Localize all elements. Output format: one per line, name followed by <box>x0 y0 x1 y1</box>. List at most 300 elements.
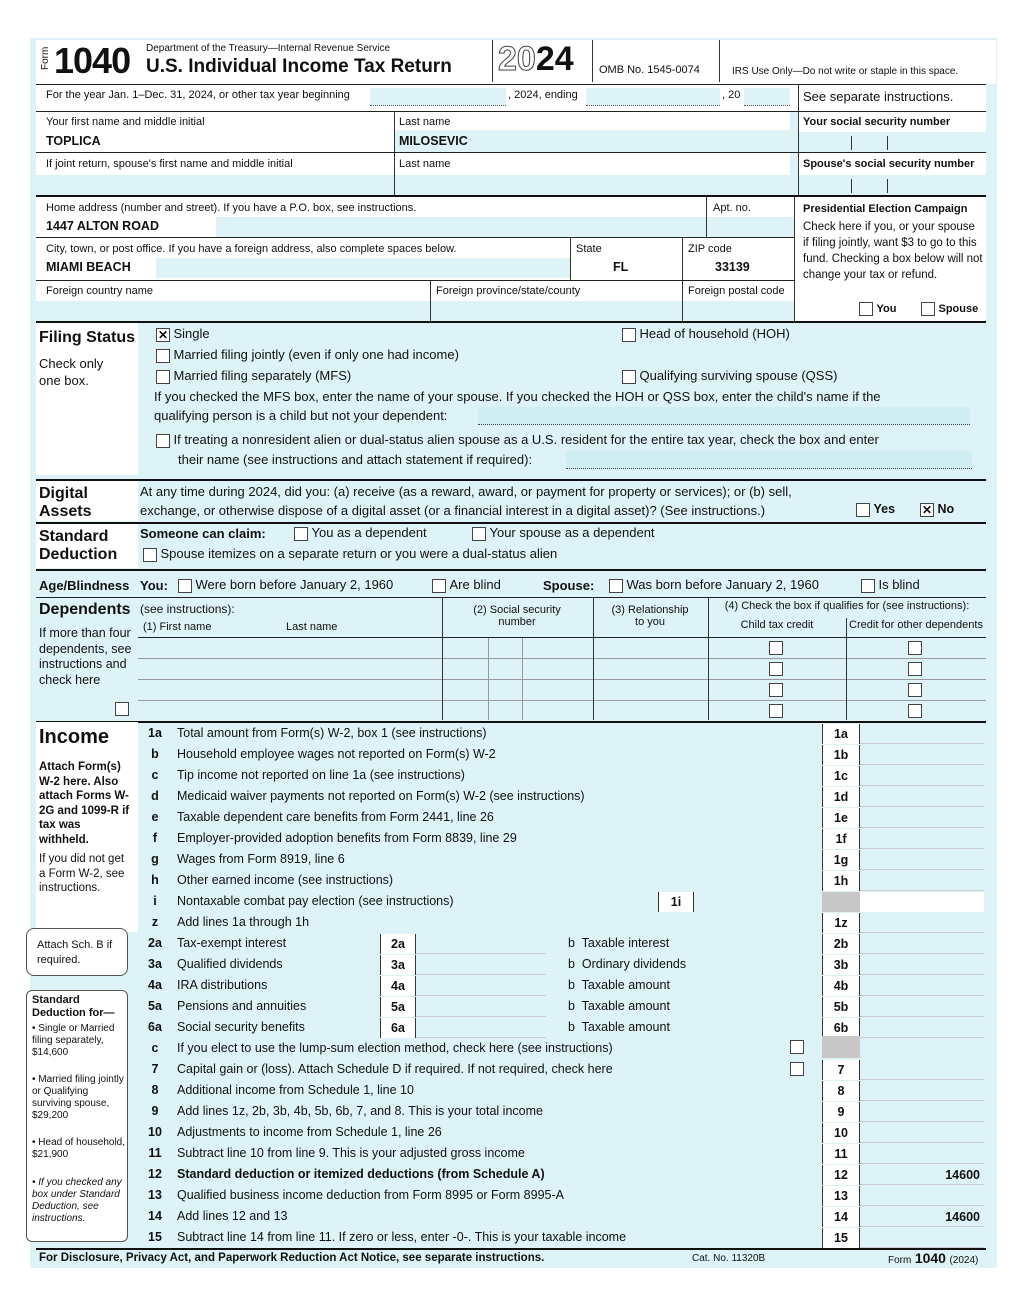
amount-1a[interactable] <box>860 724 984 744</box>
foreign-country-field[interactable] <box>36 281 430 321</box>
tax-year <box>498 40 574 79</box>
line-box-label: 5b <box>822 997 860 1017</box>
digital-assets-sidebar <box>36 481 138 521</box>
header <box>36 40 996 84</box>
income-attach: Attach Form(s) W-2 here. Also attach Forms W-2G and 1099-R if tax was withheld. <box>39 761 130 846</box>
line-text: Adjustments to income from Schedule 1, line 26 <box>177 1125 442 1139</box>
amount-1f[interactable] <box>860 829 984 849</box>
amount-1h[interactable] <box>860 871 984 891</box>
last-name-field[interactable] <box>394 112 790 152</box>
nra-checkbox[interactable] <box>156 434 170 448</box>
see-instructions-box <box>798 85 986 111</box>
line-num: 1a <box>148 726 162 740</box>
footer-cat: Cat. No. 11320B <box>692 1253 766 1264</box>
digital-yes[interactable] <box>856 502 895 517</box>
spouse-dependent[interactable] <box>472 525 655 541</box>
you-dependent-label: You as a dependent <box>311 525 427 540</box>
amount-3a[interactable] <box>416 955 546 975</box>
campaign-you-checkbox[interactable] <box>859 302 873 316</box>
std-title-2: Deduction <box>39 546 118 563</box>
more-dependents[interactable] <box>115 701 129 716</box>
dep-col-ssn <box>442 604 592 628</box>
hoh-checkbox[interactable] <box>622 328 636 342</box>
apt-input[interactable] <box>707 217 795 237</box>
rule <box>36 321 986 323</box>
ssn-field[interactable] <box>798 112 986 152</box>
line-box-label: 1d <box>822 787 860 807</box>
line-text: Add lines 1a through 1h <box>177 915 310 929</box>
address-field[interactable] <box>36 197 706 237</box>
dep1-ctc-checkbox[interactable] <box>769 641 783 655</box>
tax-year-text: For the year Jan. 1–Dec. 31, 2024, or other tax year beginning <box>46 89 350 101</box>
amount-14[interactable]: 14600 <box>860 1207 984 1227</box>
status-mfs[interactable] <box>156 368 351 384</box>
line-text: Subtract line 10 from line 9. This is your adjusted gross income <box>177 1146 525 1160</box>
lump-sum-checkbox[interactable] <box>790 1040 804 1054</box>
digital-yes-checkbox[interactable] <box>856 503 870 517</box>
dep2-odc-checkbox[interactable] <box>908 662 922 676</box>
foreign-postal-label: Foreign postal code <box>688 285 785 297</box>
dep-col-last: Last name <box>286 621 338 633</box>
dep4-odc-checkbox[interactable] <box>908 704 922 718</box>
digital-no-checkbox[interactable]: ✕ <box>921 502 933 517</box>
spouse-ssn-input[interactable] <box>799 175 987 195</box>
line-text: Tax-exempt interest <box>177 936 287 950</box>
digital-yes-label: Yes <box>873 502 896 516</box>
qss-label: Qualifying surviving spouse (QSS) <box>639 368 838 383</box>
line-text-b: b Taxable interest <box>568 936 670 950</box>
footer-form <box>888 1250 978 1266</box>
line-text: Social security benefits <box>177 1020 305 1034</box>
amount-2a[interactable] <box>416 934 546 954</box>
dependents-title: Dependents <box>39 601 131 618</box>
spouse-itemizes[interactable] <box>143 546 557 562</box>
status-single[interactable] <box>156 326 210 342</box>
amount-11[interactable] <box>860 1144 984 1164</box>
sd-title: Standard Deduction for— <box>32 994 115 1019</box>
hoh-label: Head of household (HOH) <box>639 326 790 341</box>
amount-12[interactable]: 14600 <box>860 1165 984 1185</box>
line-box-label: 1h <box>822 871 860 891</box>
line-text-b: b Taxable amount <box>568 978 670 992</box>
spouse-born-checkbox[interactable] <box>609 579 623 593</box>
line-num: 5a <box>148 999 162 1013</box>
state-value: FL <box>613 260 629 274</box>
line-num: d <box>151 789 159 803</box>
line-box-label: 8 <box>822 1081 860 1101</box>
filing-status-title: Filing Status <box>39 329 135 346</box>
first-name-value: TOPLICA <box>46 134 101 148</box>
dep-col-check: (4) Check the box if qualifies for (see instructions): <box>724 600 970 612</box>
ssn-sep <box>887 179 888 193</box>
line-box-label: 9 <box>822 1102 860 1122</box>
line-box-label: 6a <box>380 1018 416 1038</box>
campaign-you-label: You <box>876 303 897 315</box>
dep3-ctc-checkbox[interactable] <box>769 683 783 697</box>
line-num: 11 <box>148 1146 162 1160</box>
line-text: Pensions and annuities <box>177 999 307 1013</box>
city-input-bg <box>156 258 570 278</box>
address-input-bg <box>216 217 706 237</box>
divider <box>592 40 593 82</box>
line-box-label: 15 <box>822 1228 860 1248</box>
line-num: 9 <box>151 1104 159 1118</box>
qss-checkbox[interactable] <box>622 370 636 384</box>
cap-gain-checkbox[interactable] <box>790 1062 804 1076</box>
mfs-note-1: If you checked the MFS box, enter the name of your spouse. If you checked the HOH or QSS box, enter the child's name if the <box>154 389 881 404</box>
line-text: Add lines 1z, 2b, 3b, 4b, 5b, 6b, 7, and 8. This is your total income <box>177 1104 543 1118</box>
line-6c-num: c <box>151 1041 159 1055</box>
dependents-table <box>138 638 986 720</box>
line-num: 3a <box>148 957 162 971</box>
line-box-label: 4b <box>822 976 860 996</box>
city-label: City, town, or post office. If you have a foreign address, also complete spaces below. <box>46 243 457 255</box>
line-num: i <box>153 894 157 908</box>
income-sidebar <box>36 722 138 932</box>
spouse-dependent-checkbox[interactable] <box>472 527 486 541</box>
line-text: Household employee wages not reported on Form(s) W-2 <box>177 747 496 761</box>
rule <box>36 597 986 598</box>
shade-6c <box>822 1036 860 1058</box>
you-born-checkbox[interactable] <box>178 579 192 593</box>
line-text: Subtract line 14 from line 11. If zero or less, enter -0-. This is your taxable income <box>177 1230 627 1244</box>
dep-col-first: (1) First name <box>143 621 212 633</box>
digital-q2: exchange, or otherwise dispose of a digital asset (or a financial interest in a digital asset)? (See instructions.) <box>140 503 766 518</box>
dep-col-line <box>708 598 709 720</box>
rule <box>36 479 986 481</box>
line-num: g <box>151 852 159 866</box>
line-text-b: b Taxable amount <box>568 999 670 1013</box>
income-no-w2: If you did not get a Form W-2, see instructions. <box>39 853 125 894</box>
end-date-input[interactable] <box>586 88 720 106</box>
amount-5a[interactable] <box>416 997 546 1017</box>
line-text: Other earned income (see instructions) <box>177 873 394 887</box>
form-word: Form <box>40 46 51 70</box>
line-box-label: 1a <box>822 724 860 744</box>
line-box-label: 1b <box>822 745 860 765</box>
state-label: State <box>576 243 602 255</box>
end-year-input[interactable] <box>744 88 790 106</box>
line-box-label: 1c <box>822 766 860 786</box>
spouse-blind-label: Is blind <box>878 577 920 592</box>
sch-b-note-box <box>26 928 128 976</box>
dep-col-rel-a: (3) Relationship <box>611 604 689 616</box>
age-blindness-title: Age/Blindness <box>39 578 130 593</box>
you-dependent[interactable] <box>294 525 427 541</box>
someone-can-claim: Someone can claim: <box>140 526 266 541</box>
line-text: Standard deduction or itemized deductions (from Schedule A) <box>177 1167 545 1181</box>
foreign-postal-field[interactable] <box>682 281 794 321</box>
apt-label: Apt. no. <box>713 202 751 214</box>
line-num: 7 <box>151 1062 159 1076</box>
dependents-side-note: If more than four dependents, see instructions and check here <box>39 626 132 687</box>
campaign-spouse[interactable] <box>921 301 978 316</box>
city-field[interactable] <box>36 238 570 280</box>
amount-6b[interactable] <box>860 1018 984 1038</box>
first-name-label: Your first name and middle initial <box>46 116 205 128</box>
line-box-label: 13 <box>822 1186 860 1206</box>
footer-year: (2024) <box>949 1255 979 1266</box>
rule <box>36 522 986 524</box>
line-box-label: 1g <box>822 850 860 870</box>
spouse-last-field[interactable] <box>394 153 790 195</box>
spouse-ssn-label: Spouse's social security number <box>803 158 975 170</box>
dep-col-line <box>522 638 523 720</box>
year-outline: 20 <box>498 40 536 78</box>
foreign-province-field[interactable] <box>430 281 682 321</box>
line-text: Total amount from Form(s) W-2, box 1 (see instructions) <box>177 726 487 740</box>
footer-form-word: Form <box>888 1255 912 1266</box>
rule <box>36 1248 986 1250</box>
dep-col-odc: Credit for other dependents <box>849 619 983 631</box>
campaign-title: Presidential Election Campaign <box>803 203 968 215</box>
line-1i-input[interactable] <box>694 892 820 912</box>
line-box-label: 3a <box>380 955 416 975</box>
dep-col-line <box>442 598 443 720</box>
line-num: e <box>151 810 159 824</box>
qualifying-person-input[interactable] <box>478 407 970 425</box>
sd-hoh: • Head of household, $21,900 <box>32 1137 126 1160</box>
spouse-born-label: Was born before January 2, 1960 <box>626 577 819 592</box>
campaign-spouse-label: Spouse <box>938 303 979 315</box>
last-name-value: MILOSEVIC <box>399 134 468 148</box>
apt-field[interactable] <box>706 197 794 237</box>
zip-label: ZIP code <box>688 243 732 255</box>
line-num: f <box>152 831 158 845</box>
ssn-sep <box>887 136 888 150</box>
dep2-ctc-checkbox[interactable] <box>769 662 783 676</box>
you-blind[interactable] <box>432 577 501 593</box>
income-title: Income <box>39 726 110 748</box>
campaign-spouse-checkbox[interactable] <box>921 302 935 316</box>
spouse-itemizes-checkbox[interactable] <box>143 548 157 562</box>
blank-1i <box>860 892 984 912</box>
line-num: 12 <box>148 1167 162 1181</box>
rule <box>36 569 986 571</box>
line-num: 13 <box>148 1188 162 1202</box>
line-box-label: 10 <box>822 1123 860 1143</box>
dep-col-ssn-a: (2) Social security <box>473 604 561 616</box>
ssn-sep <box>851 179 852 193</box>
filing-status-sidebar <box>36 323 138 475</box>
mfj-checkbox[interactable] <box>156 349 170 363</box>
divider <box>719 40 720 82</box>
campaign-text: Check here if you, or your spouse if filing jointly, want $3 to go to this fund. Checking a box below will not change your tax or refund. <box>803 221 983 281</box>
line-box-label: 2b <box>822 934 860 954</box>
mfj-label: Married filing jointly (even if only one had income) <box>173 347 459 362</box>
status-hoh[interactable] <box>622 326 790 342</box>
amount-4b[interactable] <box>860 976 984 996</box>
line-text: Qualified business income deduction from Form 8995 or Form 8995-A <box>177 1188 564 1202</box>
std-title-1: Standard <box>39 528 109 545</box>
line-text: Employer-provided adoption benefits from Form 8839, line 29 <box>177 831 517 845</box>
amount-7[interactable] <box>860 1060 984 1080</box>
cap-gain-check[interactable] <box>790 1061 804 1076</box>
amount-1d[interactable] <box>860 787 984 807</box>
amount-2b[interactable] <box>860 934 984 954</box>
line-text: Taxable dependent care benefits from Form 2441, line 26 <box>177 810 494 824</box>
line-box-label: 4a <box>380 976 416 996</box>
line-text: Add lines 12 and 13 <box>177 1209 288 1223</box>
digital-title-2: Assets <box>39 503 92 520</box>
foreign-province-input[interactable] <box>431 301 683 321</box>
status-mfj[interactable] <box>156 347 459 363</box>
status-qss[interactable] <box>622 368 837 384</box>
more-dependents-checkbox[interactable] <box>115 702 129 716</box>
spouse-last-input[interactable] <box>395 175 791 195</box>
sd-checked: • If you checked any box under Standard Deduction, see instructions. <box>32 1177 122 1224</box>
line-num: 4a <box>148 978 162 992</box>
dep-col-line <box>488 638 489 720</box>
you-born-label: Were born before January 2, 1960 <box>195 577 394 592</box>
you-dependent-checkbox[interactable] <box>294 527 308 541</box>
divider <box>492 40 493 82</box>
omb-number: OMB No. 1545-0074 <box>599 64 700 76</box>
mfs-label: Married filing separately (MFS) <box>173 368 352 383</box>
address-label: Home address (number and street). If you have a P.O. box, see instructions. <box>46 202 417 214</box>
amount-5b[interactable] <box>860 997 984 1017</box>
ssn-sep <box>851 136 852 150</box>
campaign-you[interactable] <box>859 301 896 316</box>
form-number: 1040 <box>54 40 131 81</box>
spouse-first-field[interactable] <box>36 153 394 195</box>
spouse-itemizes-label: Spouse itemizes on a separate return or you were a dual-status alien <box>160 546 558 561</box>
amount-1e[interactable] <box>860 808 984 828</box>
nra-spouse[interactable] <box>156 432 879 448</box>
first-name-field[interactable] <box>36 112 394 152</box>
mfs-checkbox[interactable] <box>156 370 170 384</box>
you-blind-label: Are blind <box>449 577 501 592</box>
ending-text: , 2024, ending <box>508 89 578 101</box>
line-box-label: 14 <box>822 1207 860 1227</box>
dep-col-rel-b: to you <box>635 616 665 628</box>
amount-8[interactable] <box>860 1081 984 1101</box>
twenty-text: , 20 <box>722 89 741 101</box>
shade-1i <box>822 892 860 912</box>
nra-name-input[interactable] <box>566 451 972 469</box>
line-text: Medicaid waiver payments not reported on Form(s) W-2 (see instructions) <box>177 789 585 803</box>
line-num: 15 <box>148 1230 162 1244</box>
rule <box>36 721 986 723</box>
amount-10[interactable] <box>860 1123 984 1143</box>
spouse-dependent-label: Your spouse as a dependent <box>489 525 655 540</box>
foreign-postal-input[interactable] <box>683 301 795 321</box>
spouse-first-input[interactable] <box>36 175 394 195</box>
line-num: h <box>151 873 159 887</box>
footer-form-num: 1040 <box>914 1250 946 1266</box>
line-text: Nontaxable combat pay election (see instructions) <box>177 894 454 908</box>
single-label: Single <box>173 326 210 341</box>
digital-q1: At any time during 2024, did you: (a) receive (as a reward, award, or payment for property or services); or (b) sell, <box>140 484 792 499</box>
dep-col-rel <box>594 604 706 628</box>
sd-mfj: • Married filing jointly or Qualifying surviving spouse, $29,200 <box>32 1074 124 1121</box>
spouse-blind[interactable] <box>861 577 920 593</box>
ssn-label: Your social security number <box>803 116 951 128</box>
line-box-label: 1i <box>658 892 694 912</box>
dep3-odc-checkbox[interactable] <box>908 683 922 697</box>
spouse-born-before[interactable] <box>609 577 819 593</box>
line-text: Additional income from Schedule 1, line 10 <box>177 1083 414 1097</box>
dep-col-ssn-b: number <box>498 616 536 628</box>
line-text-b: b Taxable amount <box>568 1020 670 1034</box>
you-blind-checkbox[interactable] <box>432 579 446 593</box>
foreign-province-label: Foreign province/state/county <box>436 285 581 297</box>
begin-date-input[interactable] <box>370 88 506 106</box>
line-text-b: b Ordinary dividends <box>568 957 687 971</box>
line-text: Qualified dividends <box>177 957 283 971</box>
age-you: You: <box>140 578 168 593</box>
spouse-ssn-field[interactable] <box>798 153 986 195</box>
line-box-label: 1z <box>822 913 860 933</box>
line-text: Wages from Form 8919, line 6 <box>177 852 345 866</box>
presidential-campaign <box>794 197 986 321</box>
last-name-label: Last name <box>399 116 451 128</box>
dep-col-ctc: Child tax credit <box>740 619 814 631</box>
amount-13[interactable] <box>860 1186 984 1206</box>
line-num: 14 <box>148 1209 162 1223</box>
amount-15[interactable] <box>860 1228 984 1248</box>
sd-single: • Single or Married filing separately, $14,600 <box>32 1023 115 1058</box>
line-num: 8 <box>151 1083 159 1097</box>
amount-1z[interactable] <box>860 913 984 933</box>
zip-field[interactable] <box>682 238 794 280</box>
year-bold: 24 <box>535 40 574 78</box>
line-box-label: 6b <box>822 1018 860 1038</box>
spouse-blind-checkbox[interactable] <box>861 579 875 593</box>
lump-sum[interactable] <box>790 1039 804 1054</box>
line-box-label: 1e <box>822 808 860 828</box>
line-text: Tip income not reported on line 1a (see instructions) <box>177 768 465 782</box>
line-num: c <box>151 768 159 782</box>
nra-text-1: If treating a nonresident alien or dual-status alien spouse as a U.S. resident for the entire tax year, check the box and enter <box>173 432 879 447</box>
amount-1c[interactable] <box>860 766 984 786</box>
line-box-label: 1f <box>822 829 860 849</box>
dep-col-line <box>846 618 847 720</box>
standard-deduction-sidebar <box>36 524 138 568</box>
sch-b-note: Attach Sch. B if required. <box>37 939 113 966</box>
nra-text-2: their name (see instructions and attach statement if required): <box>178 452 533 467</box>
digital-no[interactable] <box>920 502 954 517</box>
dept-text: Department of the Treasury—Internal Revenue Service <box>146 43 391 54</box>
foreign-country-input[interactable] <box>36 301 430 321</box>
spouse-first-label: If joint return, spouse's first name and middle initial <box>46 158 293 170</box>
line-6c-text: If you elect to use the lump-sum election method, check here (see instructions) <box>177 1041 613 1055</box>
ssn-input[interactable] <box>799 132 987 152</box>
line-num: 6a <box>148 1020 162 1034</box>
irs-use-only: IRS Use Only—Do not write or staple in this space. <box>732 66 959 77</box>
line-box-label: 7 <box>822 1060 860 1080</box>
amount-1g[interactable] <box>860 850 984 870</box>
mfs-note-2: qualifying person is a child but not your dependent: <box>154 408 448 423</box>
dep1-odc-checkbox[interactable] <box>908 641 922 655</box>
amount-1b[interactable] <box>860 745 984 765</box>
spouse-last-label: Last name <box>399 158 451 170</box>
amount-3b[interactable] <box>860 955 984 975</box>
amount-9[interactable] <box>860 1102 984 1122</box>
dependents-see: (see instructions): <box>140 602 235 616</box>
amount-6a[interactable] <box>416 1018 546 1038</box>
state-field[interactable] <box>570 238 682 280</box>
age-spouse: Spouse: <box>543 578 595 593</box>
you-born-before[interactable] <box>178 577 393 593</box>
dep4-ctc-checkbox[interactable] <box>769 704 783 718</box>
dep-col-line <box>593 598 594 720</box>
line-box-label: 3b <box>822 955 860 975</box>
filing-status-sub: Check only one box. <box>39 356 104 388</box>
single-checkbox[interactable]: ✕ <box>157 327 169 342</box>
see-instructions: See separate instructions. <box>803 89 954 104</box>
amount-4a[interactable] <box>416 976 546 996</box>
